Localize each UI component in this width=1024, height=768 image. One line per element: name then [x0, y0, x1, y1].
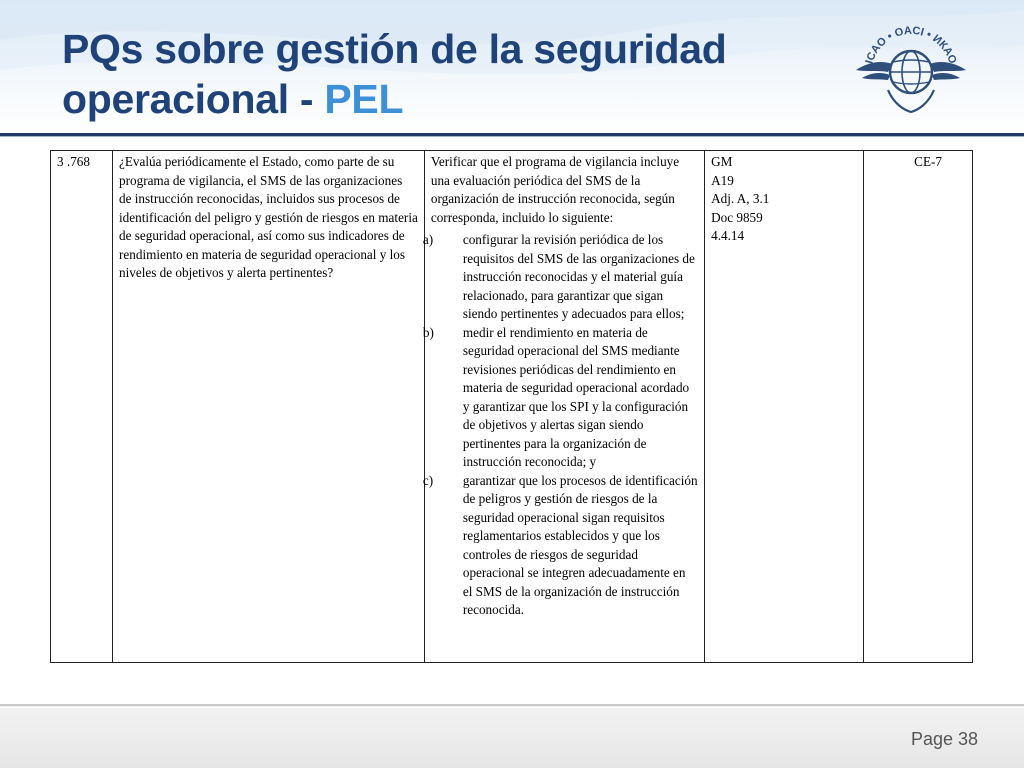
guidance-item-text: garantizar que los procesos de identificación de peligros y gestión de riesgos de la seguridad operacional sigan requisitos reglamentarios establecidos y que los controles de riesgos de seguridad operacional se integren adecuadamente en el SMS de la organización de instrucción reconocida.: [462, 472, 698, 617]
guidance-item-marker: a): [422, 232, 434, 247]
question-cell: [113, 151, 425, 663]
guidance-item-a: [423, 231, 698, 324]
reference-line: GM: [711, 154, 733, 169]
logo-text: ICAO • OACI • ИКАО: [863, 24, 959, 66]
table-row: [51, 151, 973, 663]
critical-element: CE-7: [914, 154, 942, 169]
guidance-item-marker: c): [422, 472, 434, 488]
footer-band: [0, 704, 1024, 768]
guidance-item-text: medir el rendimiento en materia de seguridad operacional del SMS mediante revisiones periódicas del rendimiento en materia de seguridad operacional acordado y garantizar que los SPI y la configuración de objetivos y alertas sigan siendo pertinentes para la organización de instrucción reconocida; y: [462, 324, 690, 469]
protocol-question-table: [50, 150, 973, 663]
reference-line: Doc 9859: [711, 209, 763, 225]
reference-line: Adj. A, 3.1: [711, 191, 770, 206]
guidance-cell: [424, 151, 704, 663]
title-accent-text: PEL: [324, 76, 404, 122]
slide-header: [0, 0, 1024, 132]
pq-question: ¿Evalúa periódicamente el Estado, como parte de su programa de vigilancia, el SMS de las organizaciones de instrucción reconocidas, incluidos sus procesos de identificación del peligro y gestión de riesgos en materia de seguridad operacional, así como sus indicadores de rendimiento en materia de seguridad operacional y los niveles de objetivos y alerta pertinentes?: [119, 154, 418, 280]
guidance-item-text: configurar la revisión periódica de los requisitos del SMS de las organizaciones de instrucción reconocidas y el material guía relacionado, para garantizar que sigan siendo pertinentes y adecuados para ellos;: [462, 232, 695, 321]
critical-element-cell: [863, 151, 972, 663]
reference-line: A19: [711, 172, 734, 188]
footer-divider: [0, 704, 1024, 706]
guidance-item-b: [423, 324, 698, 472]
icao-emblem-icon: [848, 12, 974, 122]
guidance-item-marker: b): [422, 324, 434, 340]
guidance-item-c: [423, 472, 698, 620]
reference-line: 4.4.14: [711, 228, 745, 243]
footer-divider-highlight: [0, 707, 1024, 708]
page-number: Page 38: [910, 729, 978, 749]
pq-number: 3 .768: [57, 154, 90, 169]
title-main-text: PQs sobre gestión de la seguridad operacional -: [62, 26, 727, 122]
slide-title: [62, 24, 782, 124]
title-divider-thin: [0, 136, 1024, 137]
guidance-list: [423, 231, 698, 620]
references-cell: [705, 151, 864, 663]
pq-number-cell: [51, 151, 113, 663]
guidance-intro: Verificar que el programa de vigilancia incluye una evaluación periódica del SMS de la organización de instrucción reconocida, según corresponda, incluido lo siguiente:: [430, 154, 680, 225]
